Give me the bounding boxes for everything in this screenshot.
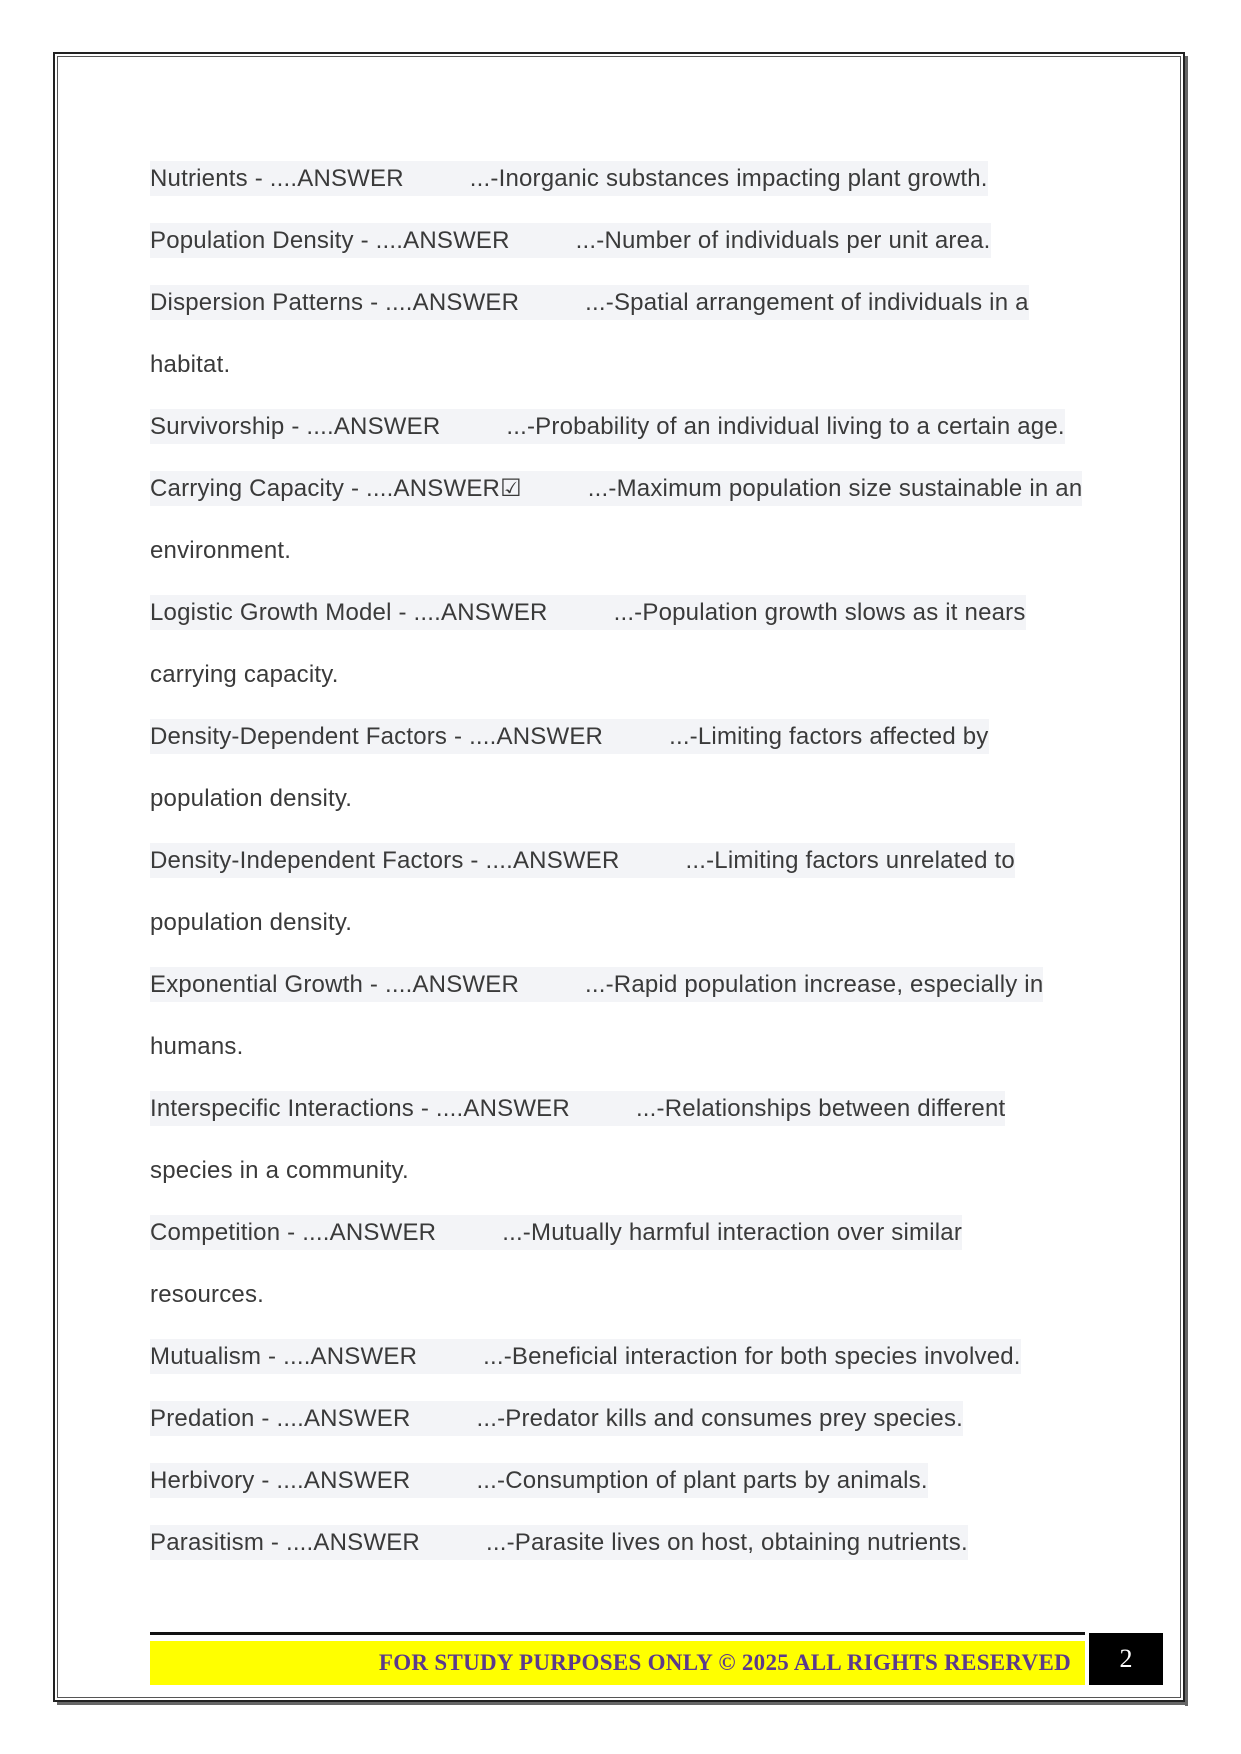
footer-rule [150, 1632, 1085, 1635]
entry-first-line [150, 1078, 1100, 1140]
entry-first-line [150, 954, 1100, 1016]
entry-highlight [150, 161, 988, 196]
page-shadow-bottom [57, 1702, 1188, 1705]
entry-first-line [150, 458, 1100, 520]
entry-first-line [150, 148, 1100, 210]
flashcard-entry [150, 458, 1100, 582]
entry-term: Exponential Growth - ....ANSWER [150, 971, 519, 998]
flashcard-entry [150, 830, 1100, 954]
entry-highlight [150, 1463, 928, 1498]
entry-highlight [150, 223, 991, 258]
entry-highlight [150, 1339, 1021, 1374]
flashcard-entry [150, 706, 1100, 830]
entry-highlight [150, 409, 1065, 444]
entry-highlight [150, 1401, 963, 1436]
flashcard-entry [150, 582, 1100, 706]
entry-definition: ...-Maximum population size sustainable in an [587, 475, 1083, 502]
entry-term: Predation - ....ANSWER [150, 1405, 411, 1432]
entry-term: Density-Independent Factors - ....ANSWER [150, 847, 620, 874]
flashcard-entry [150, 272, 1100, 396]
page-shadow-right [1185, 56, 1188, 1706]
entry-definition: ...-Population growth slows as it nears [613, 599, 1026, 626]
entry-highlight [150, 285, 1029, 320]
entry-definition: ...-Mutually harmful interaction over similar [502, 1219, 963, 1246]
entry-definition: ...-Spatial arrangement of individuals in a [585, 289, 1029, 316]
entry-definition: ...-Rapid population increase, especially in [585, 971, 1044, 998]
entry-first-line [150, 1388, 1100, 1450]
entry-term: Herbivory - ....ANSWER [150, 1467, 411, 1494]
entry-continuation: humans. [150, 1033, 244, 1060]
entry-term: Carrying Capacity - ....ANSWER☑ [150, 475, 522, 502]
flashcard-entry [150, 1078, 1100, 1202]
flashcard-entry [150, 210, 1100, 272]
entry-definition: ...-Number of individuals per unit area. [575, 227, 991, 254]
entry-continuation: population density. [150, 909, 353, 936]
entry-term: Mutualism - ....ANSWER [150, 1343, 418, 1370]
flashcard-entry [150, 148, 1100, 210]
entry-term: Interspecific Interactions - ....ANSWER [150, 1095, 570, 1122]
entry-definition: ...-Limiting factors affected by [669, 723, 989, 750]
flashcard-list [150, 148, 1100, 1574]
entry-term: Population Density - ....ANSWER [150, 227, 510, 254]
entry-first-line [150, 1326, 1100, 1388]
entry-continuation: habitat. [150, 351, 231, 378]
entry-definition: ...-Parasite lives on host, obtaining nutrients. [485, 1529, 968, 1556]
entry-first-line [150, 1450, 1100, 1512]
entry-first-line [150, 272, 1100, 334]
entry-highlight [150, 843, 1015, 878]
entry-definition: ...-Probability of an individual living to a certain age. [506, 413, 1065, 440]
flashcard-entry [150, 396, 1100, 458]
entry-term: Dispersion Patterns - ....ANSWER [150, 289, 520, 316]
entry-term: Survivorship - ....ANSWER [150, 413, 441, 440]
entry-first-line [150, 1512, 1100, 1574]
flashcard-entry [150, 954, 1100, 1078]
entry-first-line [150, 210, 1100, 272]
entry-continuation: environment. [150, 537, 292, 564]
entry-continuation: resources. [150, 1281, 265, 1308]
entry-first-line [150, 582, 1100, 644]
flashcard-entry [150, 1450, 1100, 1512]
flashcard-entry [150, 1202, 1100, 1326]
entry-continuation: species in a community. [150, 1157, 409, 1184]
entry-definition: ...-Inorganic substances impacting plant growth. [469, 165, 988, 192]
entry-highlight [150, 595, 1026, 630]
entry-definition: ...-Predator kills and consumes prey species. [476, 1405, 964, 1432]
entry-first-line [150, 396, 1100, 458]
entry-highlight [150, 1091, 1005, 1126]
entry-highlight [150, 471, 1082, 506]
entry-definition: ...-Consumption of plant parts by animals. [476, 1467, 928, 1494]
entry-highlight [150, 719, 989, 754]
entry-definition: ...-Limiting factors unrelated to [685, 847, 1015, 874]
flashcard-entry [150, 1512, 1100, 1574]
entry-highlight [150, 967, 1043, 1002]
entry-highlight [150, 1215, 962, 1250]
entry-term: Competition - ....ANSWER [150, 1219, 437, 1246]
entry-first-line [150, 1202, 1100, 1264]
entry-term: Parasitism - ....ANSWER [150, 1529, 420, 1556]
entry-first-line [150, 830, 1100, 892]
entry-first-line [150, 706, 1100, 768]
entry-definition: ...-Beneficial interaction for both species involved. [483, 1343, 1021, 1370]
footer-text: FOR STUDY PURPOSES ONLY © 2025 ALL RIGHTS RESERVED [378, 1650, 1071, 1675]
entry-continuation: carrying capacity. [150, 661, 339, 688]
entry-term: Nutrients - ....ANSWER [150, 165, 404, 192]
flashcard-entry [150, 1326, 1100, 1388]
flashcard-entry [150, 1388, 1100, 1450]
entry-highlight [150, 1525, 968, 1560]
entry-definition: ...-Relationships between different [635, 1095, 1006, 1122]
entry-term: Logistic Growth Model - ....ANSWER [150, 599, 548, 626]
entry-term: Density-Dependent Factors - ....ANSWER [150, 723, 604, 750]
entry-continuation: population density. [150, 785, 353, 812]
footer-band [150, 1641, 1085, 1685]
page-number: 2 [1089, 1633, 1163, 1685]
